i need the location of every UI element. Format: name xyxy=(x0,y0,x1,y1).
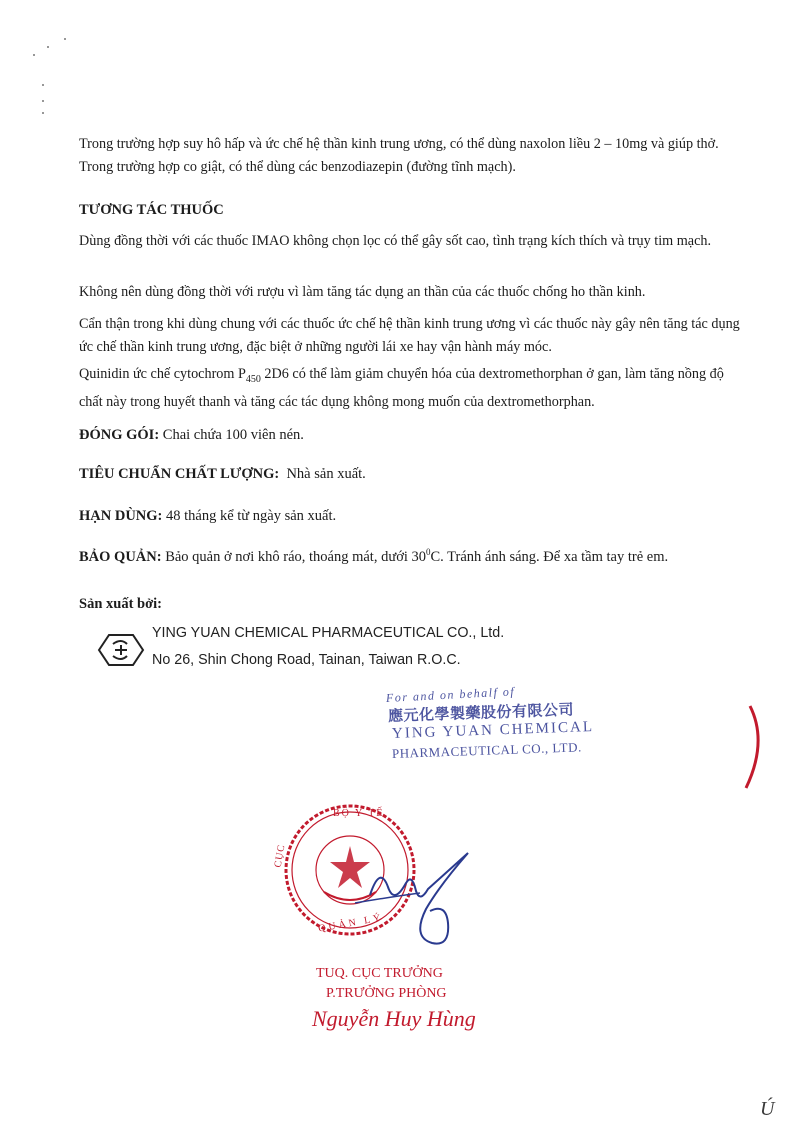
degree-superscript: 0 xyxy=(426,547,431,557)
quinidine-text-b: 2D6 có thể làm giảm chuyển hóa của dextromethorphan ở gan, làm tăng nồng độ chất này trong huyết thanh và tăng các tác dụng không mong muốn của dextromethorphan. xyxy=(79,366,724,410)
signatory-name: Nguyễn Huy Hùng xyxy=(312,1006,476,1031)
stamp-line-3: YING YUAN CHEMICAL xyxy=(391,718,595,742)
packaging-line xyxy=(79,427,304,444)
stamp-line-2: 應元化學製藥股份有限公司 xyxy=(387,702,575,725)
scan-speck xyxy=(64,38,66,40)
seal-text-top: BỘ Y TẾ xyxy=(333,808,385,819)
seal-text-left: CỤC xyxy=(272,843,288,869)
quality-standard-line xyxy=(79,466,366,483)
packaging-label: ĐÓNG GÓI: xyxy=(79,427,160,443)
packaging-value: Chai chứa 100 viên nén. xyxy=(159,427,304,443)
storage-line xyxy=(79,547,668,566)
quinidine-text-a: Quinidin ức chế cytochrom P xyxy=(79,366,246,382)
storage-label: BẢO QUẢN: xyxy=(79,548,162,565)
storage-value-b: C. Tránh ánh sáng. Để xa tầm tay trẻ em. xyxy=(430,548,669,565)
red-mark-icon xyxy=(738,702,772,792)
signature-title-2: P.TRƯỞNG PHÒNG xyxy=(326,986,447,1001)
overdose-treatment-paragraph: Trong trường hợp suy hô hấp và ức chế hệ thần kinh trung ương, có thể dùng naxolon liều 2 – 10mg và giúp thở. Trong trường hợp co giật, có thể dùng các benzodiazepin (đường tĩnh mạch). xyxy=(79,136,719,175)
expiry-value: 48 tháng kể từ ngày sản xuất. xyxy=(162,508,337,524)
signature-icon xyxy=(350,845,510,955)
expiry-line xyxy=(79,508,336,525)
manufacturer-name: YING YUAN CHEMICAL PHARMACEUTICAL CO., Ltd. xyxy=(152,625,505,641)
scan-speck xyxy=(42,112,44,114)
interaction-alcohol-paragraph: Không nên dùng đồng thời với rượu vì làm tăng tác dụng an thần của các thuốc chống ho thần kinh. xyxy=(79,284,646,300)
manufacturer-label: Sản xuất bởi: xyxy=(79,596,162,612)
drug-interactions-heading: TƯƠNG TÁC THUỐC xyxy=(79,202,224,218)
cytochrome-subscript: 450 xyxy=(245,373,261,385)
seal-text-bottom: QUẢN LÝ xyxy=(317,912,385,935)
stamp-line-4: PHARMACEUTICAL CO., LTD. xyxy=(391,739,582,761)
page-mark: Ú xyxy=(760,1098,775,1120)
scan-speck xyxy=(42,100,44,102)
expiry-label: HẠN DÙNG: xyxy=(79,508,163,524)
scan-speck xyxy=(47,46,49,48)
stamp-line-1: For and on behalf of xyxy=(385,684,516,705)
company-logo-icon xyxy=(93,632,149,668)
quality-label: TIÊU CHUẨN CHẤT LƯỢNG: xyxy=(79,466,280,482)
quality-value: Nhà sản xuất. xyxy=(279,466,366,482)
interaction-imao-paragraph: Dùng đồng thời với các thuốc IMAO không chọn lọc có thể gây sốt cao, tình trạng kích thích và trụy tim mạch. xyxy=(79,233,712,249)
storage-value-a: Bảo quản ở nơi khô ráo, thoáng mát, dưới 30 xyxy=(161,548,427,565)
scan-speck xyxy=(42,84,44,86)
interaction-quinidine-paragraph xyxy=(79,363,749,414)
signature-title-1: TUQ. CỤC TRƯỞNG xyxy=(316,966,443,981)
scan-speck xyxy=(33,54,35,56)
interaction-cns-paragraph: Cẩn thận trong khi dùng chung với các thuốc ức chế hệ thần kinh trung ương vì các thuốc này gây nên tăng tác dụng ức chế thần kinh trung ương, đặc biệt ở những người lái xe hay vận hành máy móc. xyxy=(79,316,740,355)
manufacturer-address: No 26, Shin Chong Road, Tainan, Taiwan R.O.C. xyxy=(152,652,461,668)
